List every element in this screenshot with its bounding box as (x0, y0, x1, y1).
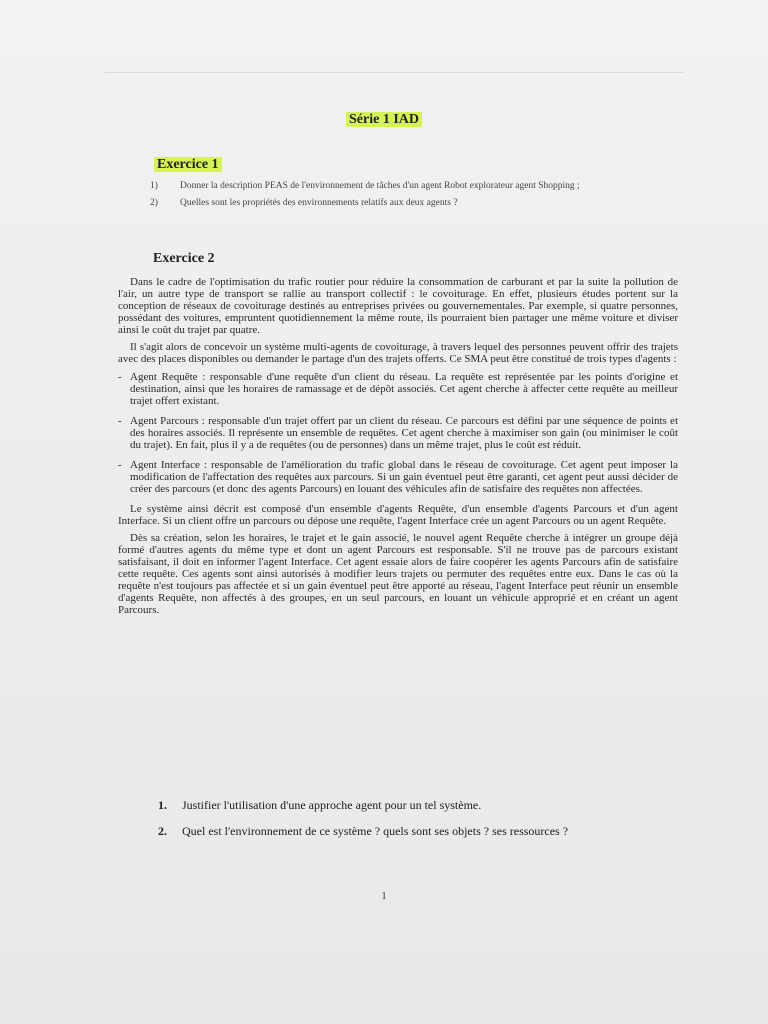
list-item (150, 180, 662, 192)
question-text: Quel est l'environnement de ce système ? quels sont ses objets ? ses ressources ? (182, 824, 569, 838)
item-text: Quelles sont les propriétés des environnements relatifs aux deux agents ? (180, 198, 458, 208)
paragraph: Il s'agit alors de concevoir un système multi-agents de covoiturage, à travers lequel des personnes peuvent offrir des trajets avec des places disponibles ou demander le partage d'un des trajets offerts. Ce SMA peut être constitué de trois types d'agents : (118, 341, 678, 365)
paragraph: Dans le cadre de l'optimisation du trafic routier pour réduire la consommation de carburant et par la suite la pollution de l'air, un autre type de transport se rallie au transport collectif : le covoiturage. En effet, plusieurs études portent sur la conception de réseaux de covoiturage destinés au entreprises privées ou gouvernementales. Par exemple, si quatre personnes, possédant des voitures, empruntent quotidiennement la même route, ils pourraient bien partager une même voiture et diviser ainsi le coût du trajet par quatre. (118, 276, 678, 336)
bullet-text: Agent Interface : responsable de l'amélioration du trafic global dans le réseau de covoiturage. Cet agent peut imposer la modification de l'affectation des requêtes aux parcours. Si un gain éventuel peut être garanti, cet agent peut aussi décider de créer des parcours (et donc des agents Parcours) en louant des véhicules afin de satisfaire des requêtes non affectées. (130, 459, 678, 495)
bullet-dash: - (118, 371, 122, 383)
question-number: 2. (158, 824, 167, 838)
question-item (158, 798, 678, 813)
exercise1-heading-text: Exercice 1 (154, 157, 222, 172)
list-item (118, 371, 678, 407)
exercise1-heading (154, 157, 222, 173)
agent-types-list (118, 371, 678, 495)
bullet-dash: - (118, 459, 122, 471)
exercise2-body (118, 276, 678, 621)
question-number: 1. (158, 798, 167, 812)
item-number: 2) (150, 198, 158, 208)
page-number: 1 (381, 890, 387, 902)
bullet-dash: - (118, 415, 122, 427)
paragraph: Dès sa création, selon les horaires, le trajet et le gain associé, le nouvel agent Requête cherche à intégrer un groupe déjà formé d'autres agents du même type et dont un agent Parcours est responsable. S'il ne trouve pas de parcours existant satisfaisant, il doit en informer l'agent Interface. Cet agent essaie alors de faire coopérer les agents Parcours afin de satisfaire cette requête. Ces agents sont ainsi autorisés à modifier leurs trajets ou permuter des requêtes entre eux. Dans le cas où la requête n'est toujours pas affectée et si un gain éventuel peut être apporté au réseau, l'agent Interface peut réunir un ensemble d'agents Requête, non affectés à des groupes, en un seul parcours, en louant un véhicule approprié et en créant un agent Parcours. (118, 532, 678, 616)
item-number: 1) (150, 181, 158, 191)
bullet-text: Agent Requête : responsable d'une requête d'un client du réseau. La requête est représentée par les points d'origine et destination, ainsi que les horaires de ramassage et de dépôt associés. Cet agent cherche à affecter cette requête au meilleur trajet offert existant. (130, 371, 678, 407)
page-title (0, 112, 768, 128)
page-top-divider (105, 72, 685, 73)
bullet-text: Agent Parcours : responsable d'un trajet offert par un client du réseau. Ce parcours est défini par une séquence de points et des horaires associés. Il représente un ensemble de requêtes. Cet agent cherche à maximiser son gain (ou minimiser le coût du trajet). En fait, plus il y a de requêtes (ou de personnes) dans un même trajet, plus le coût est réduit. (130, 415, 678, 451)
title-text: Série 1 IAD (346, 112, 422, 127)
questions-list (158, 798, 678, 850)
list-item (118, 459, 678, 495)
item-text: Donner la description PEAS de l'environnement de tâches d'un agent Robot explorateur agent Shopping ; (180, 181, 580, 191)
exercise1-list (150, 180, 662, 214)
question-item (158, 824, 678, 839)
exercise2-heading: Exercice 2 (153, 251, 215, 266)
list-item (150, 197, 662, 209)
paragraph: Le système ainsi décrit est composé d'un ensemble d'agents Requête, d'un ensemble d'agents Parcours et d'un agent Interface. Si un client offre un parcours ou dépose une requête, l'agent Interface crée un agent Parcours ou un agent Requête. (118, 503, 678, 527)
question-text: Justifier l'utilisation d'une approche agent pour un tel système. (182, 798, 482, 812)
list-item (118, 415, 678, 451)
